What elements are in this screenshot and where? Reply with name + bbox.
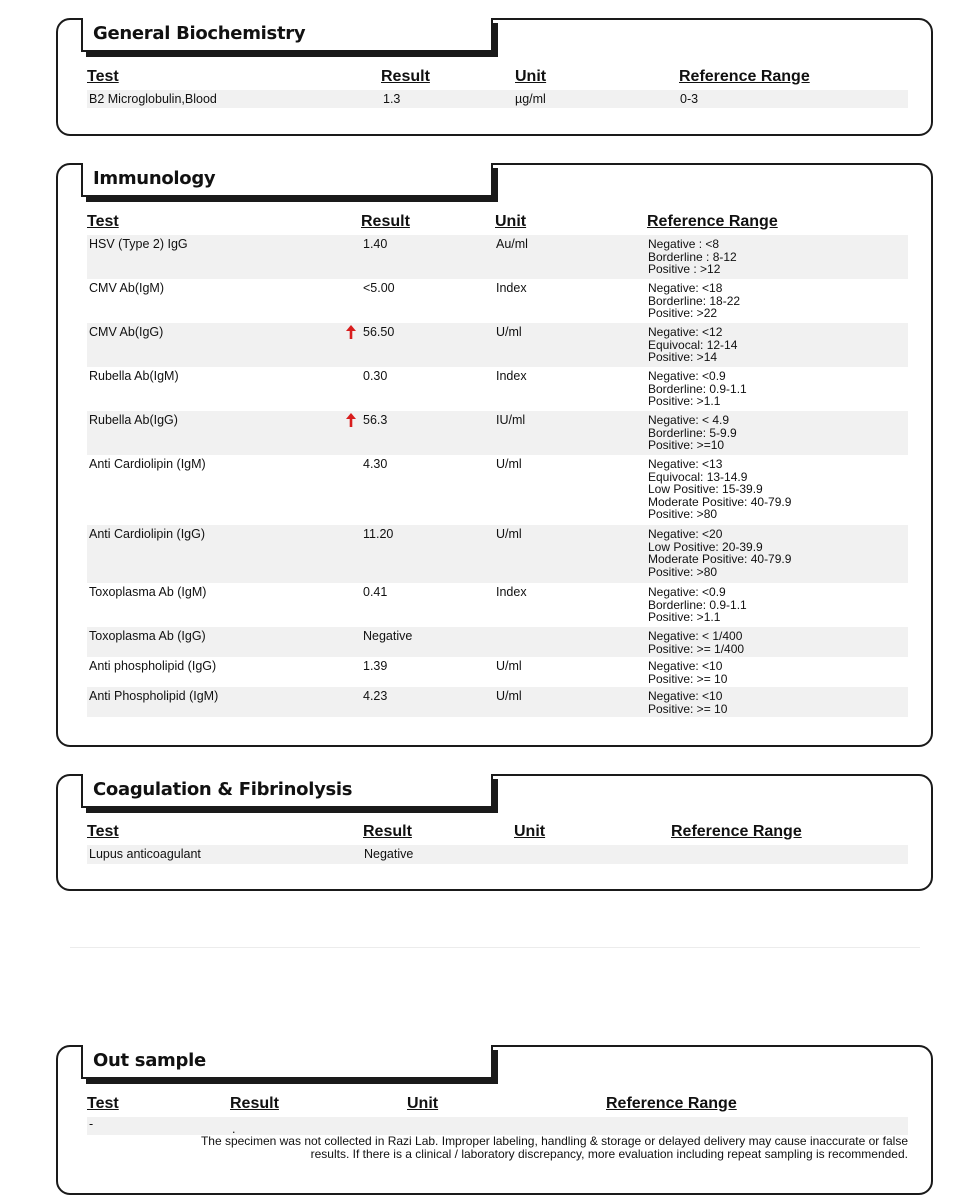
table-row [87,583,908,627]
header-unit: Unit [515,68,547,85]
results-table [87,1117,908,1135]
table-row [87,235,908,279]
test-result: Negative [363,629,413,643]
test-reference: Negative: <10 Positive: >= 10 [648,659,728,686]
test-unit: Index [496,281,527,295]
results-table [87,235,908,717]
header-unit: Unit [407,1095,439,1112]
test-unit: U/ml [496,659,522,673]
test-unit: Index [496,369,527,383]
test-result: 11.20 [363,527,394,541]
header-reference-range: Reference Range [679,68,810,85]
test-name: Anti Cardiolipin (IgG) [89,527,206,541]
disclaimer-note [98,1135,908,1161]
table-row [87,657,908,687]
test-name: Anti Phospholipid (IgM) [89,689,219,703]
test-name: CMV Ab(IgM) [89,281,165,295]
header-unit: Unit [495,213,527,230]
header-test: Test [87,823,119,840]
test-result: 4.23 [363,689,388,703]
test-result: 1.39 [363,659,388,673]
disclaimer-line-2: results. If there is a clinical / laboratory discrepancy, more evaluation including repeat sampling is recommended. [310,1147,908,1161]
table-row [87,367,908,411]
test-name: - [89,1117,94,1131]
section-title-box [81,1045,493,1079]
test-name: Toxoplasma Ab (IgG) [89,629,206,643]
test-result: 1.3 [383,92,401,106]
test-reference: Negative: < 1/400 Positive: >= 1/400 [648,629,745,656]
test-result: 1.40 [363,237,388,251]
table-row [87,279,908,323]
test-reference: Negative: <10 Positive: >= 10 [648,689,728,716]
test-name: Anti phospholipid (IgG) [89,659,217,673]
test-unit: Index [496,585,527,599]
header-test: Test [87,213,119,230]
section-coagulation-fibrinolysis [56,774,933,891]
header-reference-range: Reference Range [606,1095,737,1112]
test-reference: Negative: <0.9 Borderline: 0.9-1.1 Positive: >1.1 [648,585,747,625]
section-title-box [81,18,493,52]
header-unit: Unit [514,823,546,840]
section-out-sample [56,1045,933,1195]
section-title-box [81,774,493,808]
table-row [87,845,908,864]
test-result: Negative [364,847,414,861]
results-table [87,845,908,864]
test-name: Rubella Ab(IgM) [89,369,179,383]
high-flag-arrow-icon [346,413,356,427]
test-result: 4.30 [363,457,388,471]
test-unit: U/ml [496,689,522,703]
test-result: 0.30 [363,369,388,383]
test-reference: Negative: < 4.9 Borderline: 5-9.9 Positive: >=10 [648,413,737,453]
table-row [87,90,908,108]
test-reference: Negative: <18 Borderline: 18-22 Positive: >22 [648,281,741,321]
test-unit: Au/ml [496,237,528,251]
test-reference: Negative: <0.9 Borderline: 0.9-1.1 Positive: >1.1 [648,369,747,409]
header-result: Result [230,1095,279,1112]
section-immunology [56,163,933,747]
test-reference: Negative: <20 Low Positive: 20-39.9 Moderate Positive: 40-79.9 Positive: >80 [648,527,792,579]
test-name: Rubella Ab(IgG) [89,413,178,427]
header-result: Result [361,213,410,230]
test-unit: IU/ml [496,413,526,427]
table-row [87,1117,908,1135]
section-title: General Biochemistry [93,23,306,44]
test-name: Anti Cardiolipin (IgM) [89,457,206,471]
section-title: Coagulation & Fibrinolysis [93,779,353,800]
test-result: . [232,1122,236,1136]
section-title: Out sample [93,1050,206,1071]
page-divider [70,947,920,948]
test-result: 56.50 [363,325,395,339]
test-name: B2 Microglobulin,Blood [89,92,217,106]
table-row [87,455,908,525]
disclaimer-line-1: The specimen was not collected in Razi Lab. Improper labeling, handling & storage or delayed delivery may cause inaccurate or false [200,1134,908,1148]
section-general-biochemistry [56,18,933,136]
section-title-box [81,163,493,197]
test-name: HSV (Type 2) IgG [89,237,188,251]
table-row [87,525,908,583]
test-unit: U/ml [496,457,522,471]
test-name: Toxoplasma Ab (IgM) [89,585,207,599]
header-result: Result [381,68,430,85]
test-reference: Negative : <8 Borderline : 8-12 Positive : >12 [648,237,737,277]
header-reference-range: Reference Range [671,823,802,840]
test-reference: 0-3 [680,92,699,106]
test-unit: U/ml [496,527,522,541]
test-name: Lupus anticoagulant [89,847,201,861]
header-result: Result [363,823,412,840]
test-unit: µg/ml [515,92,546,106]
test-result: 0.41 [363,585,388,599]
header-test: Test [87,68,119,85]
test-unit: U/ml [496,325,522,339]
results-table [87,90,908,108]
header-test: Test [87,1095,119,1112]
table-row [87,627,908,657]
table-row [87,687,908,717]
test-result: 56.3 [363,413,388,427]
test-name: CMV Ab(IgG) [89,325,164,339]
section-title: Immunology [93,168,216,189]
test-reference: Negative: <13 Equivocal: 13-14.9 Low Positive: 15-39.9 Moderate Positive: 40-79.9 Positive: >80 [648,457,792,522]
high-flag-arrow-icon [346,325,356,339]
table-row [87,411,908,455]
test-reference: Negative: <12 Equivocal: 12-14 Positive: >14 [648,325,738,365]
header-reference-range: Reference Range [647,213,778,230]
test-result: <5.00 [363,281,395,295]
table-row [87,323,908,367]
